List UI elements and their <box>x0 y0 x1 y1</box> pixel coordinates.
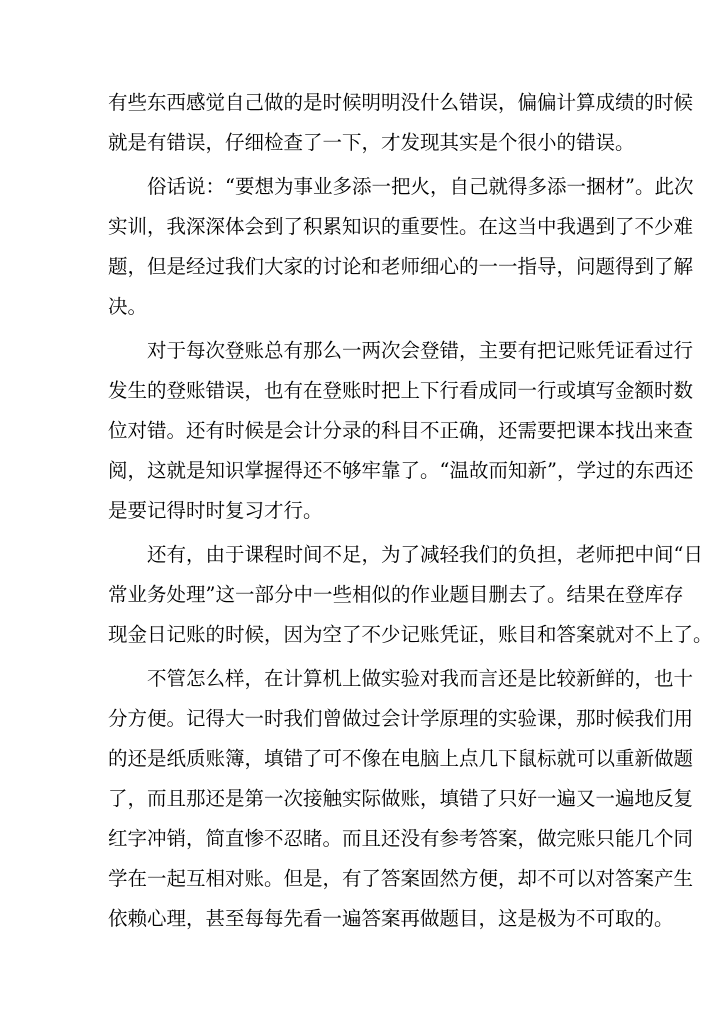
text-line: 题，但是经过我们大家的讨论和老师细心的一一指导，问题得到了解 <box>108 255 694 278</box>
text-line: 实训，我深深体会到了积累知识的重要性。在这当中我遇到了不少难 <box>108 215 694 238</box>
paragraph-start-line: 还有，由于课程时间不足，为了减轻我们的负担，老师把中间“日 <box>147 543 703 566</box>
text-line: 红字冲销，简直惨不忍睹。而且还没有参考答案，做完账只能几个同 <box>108 827 694 850</box>
text-line: 位对错。还有时候是会计分录的科目不正确，还需要把课本找出来查 <box>108 419 694 442</box>
text-line: 阅，这就是知识掌握得还不够牢靠了。“温故而知新”，学过的东西还 <box>108 459 694 482</box>
text-line: 是要记得时时复习才行。 <box>108 499 323 522</box>
text-line: 现金日记账的时候，因为空了不少记账凭证，账目和答案就对不上了。 <box>108 623 713 646</box>
text-line: 的还是纸质账簿，填错了可不像在电脑上点几下鼠标就可以重新做题 <box>108 747 694 770</box>
text-line: 决。 <box>108 295 148 318</box>
text-line: 就是有错误，仔细检查了一下，才发现其实是个很小的错误。 <box>108 131 635 154</box>
text-line: 学在一起互相对账。但是，有了答案固然方便，却不可以对答案产生 <box>108 867 694 890</box>
paragraph-start-line: 对于每次登账总有那么一两次会登错，主要有把记账凭证看过行 <box>147 339 694 362</box>
paragraph-start-line: 不管怎么样，在计算机上做实验对我而言还是比较新鲜的，也十 <box>147 667 694 690</box>
text-line: 了，而且那还是第一次接触实际做账，填错了只好一遍又一遍地反复 <box>108 787 694 810</box>
text-line: 依赖心理，甚至每每先看一遍答案再做题目，这是极为不可取的。 <box>108 907 674 930</box>
paragraph-start-line: 俗话说：“要想为事业多添一把火，自己就得多添一捆材”。此次 <box>147 175 694 198</box>
text-line: 常业务处理”这一部分中一些相似的作业题目删去了。结果在登库存 <box>108 583 684 606</box>
text-line: 发生的登账错误，也有在登账时把上下行看成同一行或填写金额时数 <box>108 379 694 402</box>
text-line: 分方便。记得大一时我们曾做过会计学原理的实验课，那时候我们用 <box>108 707 694 730</box>
text-line: 有些东西感觉自己做的是时候明明没什么错误，偏偏计算成绩的时候 <box>108 91 694 114</box>
